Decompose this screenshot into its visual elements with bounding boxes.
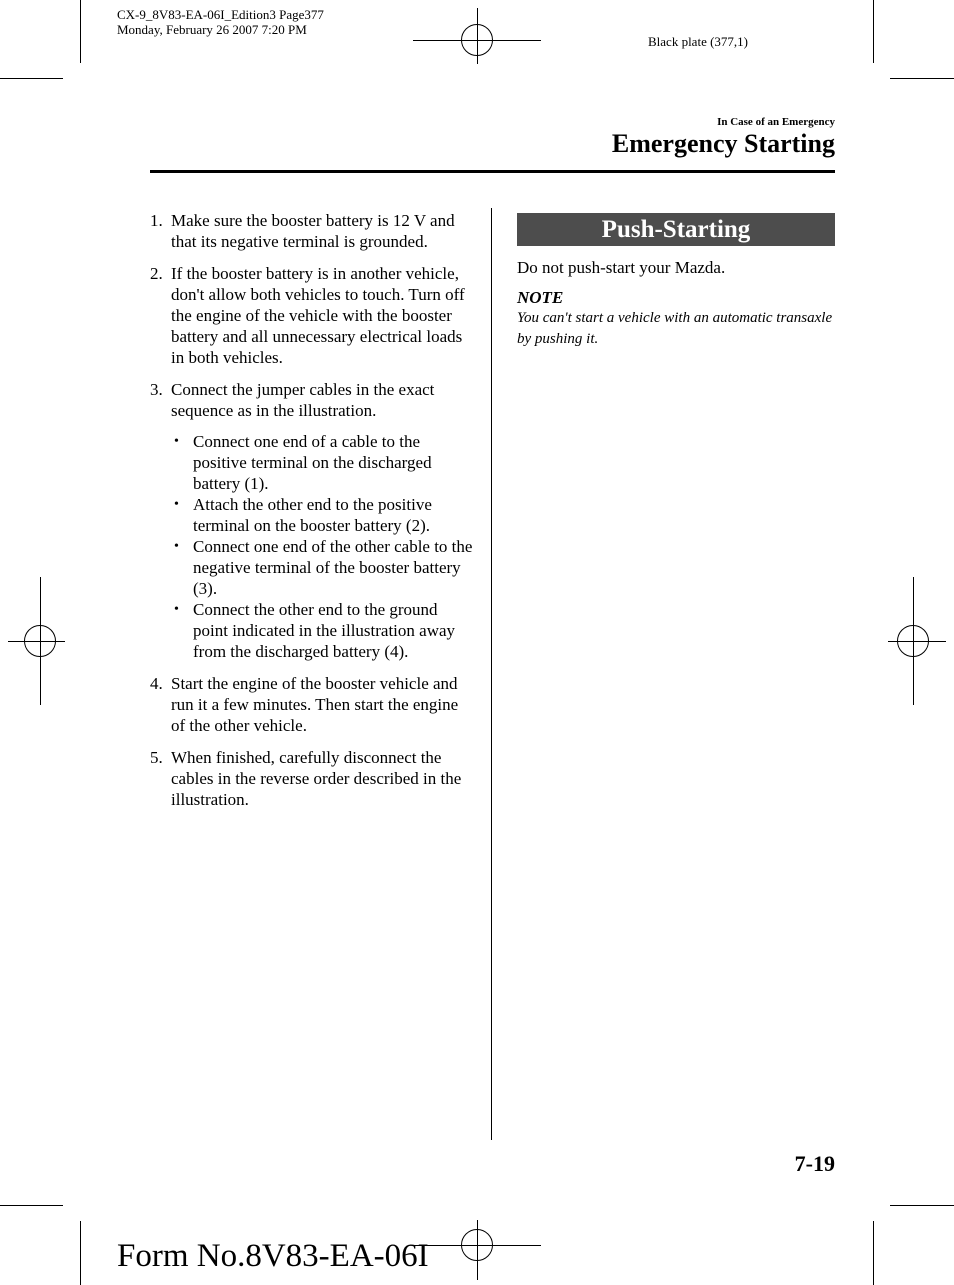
- section-label: In Case of an Emergency: [717, 116, 835, 128]
- bullet-icon: •: [174, 497, 179, 512]
- crop-mark: [873, 0, 874, 63]
- bullet-text: Connect one end of a cable to the positive terminal on the discharged battery (1).: [193, 432, 432, 493]
- step-1: [150, 210, 475, 252]
- step-text: Connect the jumper cables in the exact sequence as in the illustration.: [171, 380, 435, 420]
- step-3-bullet-list: [171, 431, 475, 662]
- step-text: When finished, carefully disconnect the cables in the reverse order described in the illustration.: [171, 748, 462, 809]
- bullet-text: Connect one end of the other cable to the negative terminal of the booster battery (3).: [193, 537, 473, 598]
- column-divider: [491, 208, 492, 1140]
- step-3: [150, 379, 475, 662]
- crop-mark: [80, 0, 81, 63]
- right-column: [517, 213, 835, 350]
- bullet-icon: •: [174, 602, 179, 617]
- step-number: 1.: [150, 211, 163, 230]
- bullet-icon: •: [174, 434, 179, 449]
- body-paragraph: Do not push-start your Mazda.: [517, 258, 726, 277]
- crop-mark: [80, 1221, 81, 1285]
- crop-mark: [890, 78, 954, 79]
- step-number: 5.: [150, 748, 163, 767]
- form-number: Form No.8V83-EA-06I: [117, 1238, 429, 1274]
- note-text: You can't start a vehicle with an automatic transaxle by pushing it.: [517, 310, 833, 347]
- step-text: If the booster battery is in another vehicle, don't allow both vehicles to touch. Turn off the engine of the vehicle with the booster battery and all unnecessary electrical loads in both vehicles.: [171, 264, 465, 367]
- note-label: NOTE: [517, 288, 564, 307]
- crop-mark: [890, 1205, 954, 1206]
- list-item: [171, 431, 475, 494]
- left-column: [150, 210, 475, 821]
- step-text: Make sure the booster battery is 12 V and that its negative terminal is grounded.: [171, 211, 455, 251]
- step-5: [150, 747, 475, 810]
- print-date: Monday, February 26 2007 7:20 PM: [117, 22, 307, 37]
- crop-mark: [0, 78, 63, 79]
- bullet-text: Attach the other end to the positive terminal on the booster battery (2).: [193, 495, 432, 535]
- page-title: Emergency Starting: [611, 129, 835, 158]
- step-2: [150, 263, 475, 368]
- step-number: 3.: [150, 380, 163, 399]
- step-number: 2.: [150, 264, 163, 283]
- section-banner: Push-Starting: [517, 213, 835, 246]
- header-rule: [150, 170, 835, 173]
- step-text: Start the engine of the booster vehicle and run it a few minutes. Then start the engine of the other vehicle.: [171, 674, 459, 735]
- list-item: [171, 536, 475, 599]
- step-number: 4.: [150, 674, 163, 693]
- list-item: [171, 494, 475, 536]
- crop-mark: [0, 1205, 63, 1206]
- crop-mark: [873, 1221, 874, 1285]
- print-file-info: CX-9_8V83-EA-06I_Edition3 Page377: [117, 7, 324, 22]
- page-number: 7-19: [794, 1151, 835, 1176]
- step-4: [150, 673, 475, 736]
- bullet-text: Connect the other end to the ground point indicated in the illustration away from the discharged battery (4).: [193, 600, 456, 661]
- bullet-icon: •: [174, 539, 179, 554]
- plate-label: Black plate (377,1): [648, 34, 748, 49]
- list-item: [171, 599, 475, 662]
- print-metadata: [117, 7, 324, 37]
